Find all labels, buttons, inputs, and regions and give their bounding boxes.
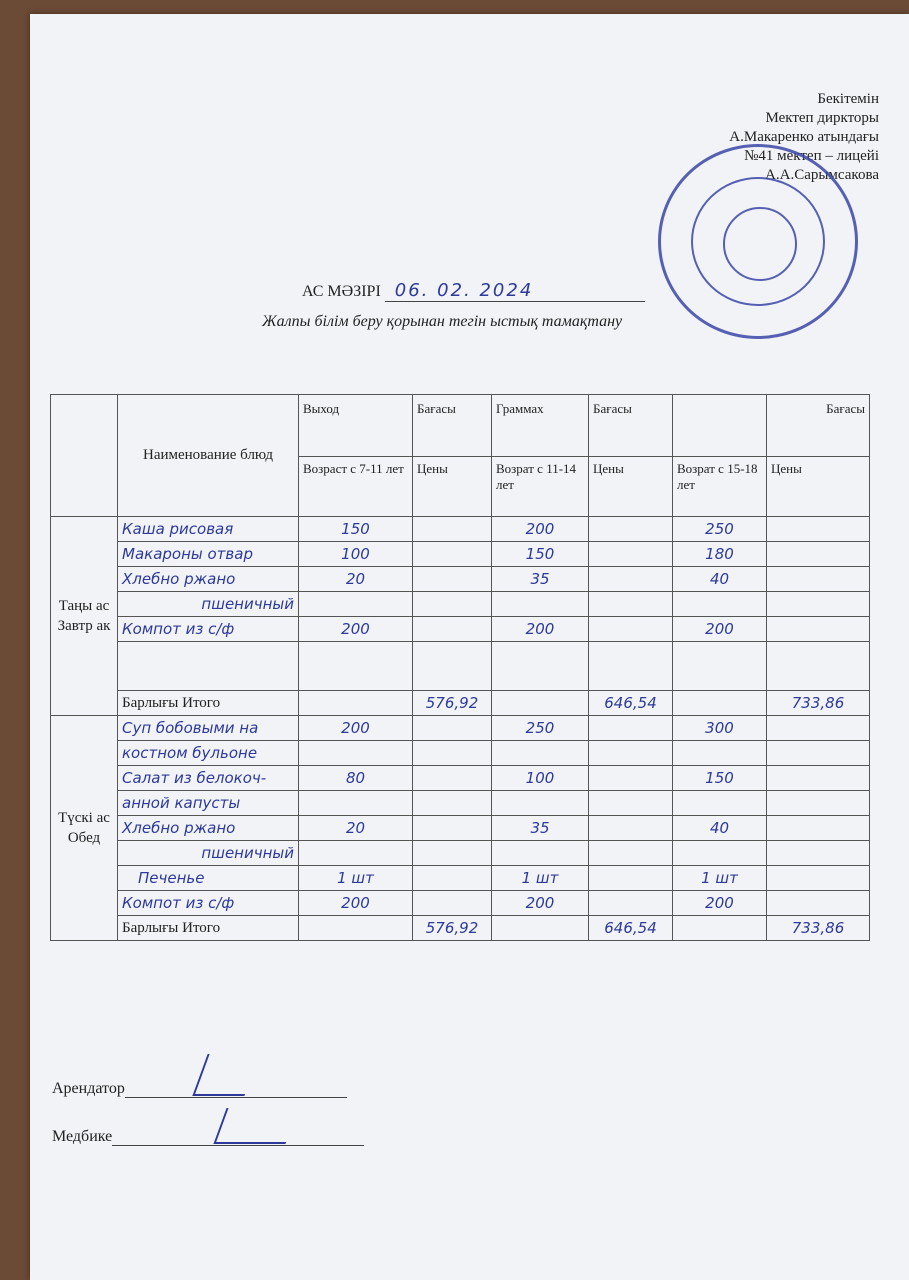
portion-cell	[492, 791, 589, 816]
dish-name: Салат из белокоч-	[118, 766, 299, 791]
price-cell	[767, 592, 870, 617]
table-row	[51, 716, 870, 741]
portion-11-14: 150	[492, 542, 589, 567]
price-cell	[767, 542, 870, 567]
portion-cell	[492, 841, 589, 866]
subheader-col: Возрат с 11-14 лет	[492, 457, 589, 517]
table-row	[51, 866, 870, 891]
portion-11-14: 35	[492, 816, 589, 841]
portion-7-11: 20	[299, 567, 413, 592]
tenant-label: Арендатор	[52, 1080, 125, 1097]
dish-name	[118, 642, 299, 691]
portion-7-11: 20	[299, 816, 413, 841]
portion-15-18: 200	[673, 617, 767, 642]
approval-line: Бекітемін	[817, 91, 879, 107]
table-row	[51, 542, 870, 567]
portion-7-11: 200	[299, 716, 413, 741]
portion-11-14: 250	[492, 716, 589, 741]
price-cell	[767, 866, 870, 891]
price-cell	[589, 567, 673, 592]
portion-7-11: 100	[299, 542, 413, 567]
price-cell	[589, 841, 673, 866]
portion-11-14: 200	[492, 517, 589, 542]
subheader-col: Возрат с 15-18 лет	[673, 457, 767, 517]
portion-cell	[492, 916, 589, 941]
price-cell	[589, 766, 673, 791]
total-price-15-18: 733,86	[767, 916, 870, 941]
subheader-col: Цены	[767, 457, 870, 517]
price-cell	[589, 542, 673, 567]
portion-cell	[673, 741, 767, 766]
nurse-signature-icon	[213, 1108, 298, 1144]
price-cell	[589, 517, 673, 542]
price-cell	[767, 567, 870, 592]
meal-lunch: Түскі ас Обед	[51, 716, 118, 941]
dish-name: Суп бобовыми на	[118, 716, 299, 741]
official-stamp	[658, 144, 858, 339]
portion-cell	[492, 741, 589, 766]
header-col: Граммах	[492, 395, 589, 457]
portion-cell	[299, 791, 413, 816]
portion-cell	[299, 691, 413, 716]
total-label: Барлығы Итого	[118, 916, 299, 941]
portion-15-18: 40	[673, 567, 767, 592]
portion-11-14: 200	[492, 891, 589, 916]
table-row	[51, 642, 870, 691]
portion-7-11: 1 шт	[299, 866, 413, 891]
price-cell	[413, 791, 492, 816]
price-cell	[767, 891, 870, 916]
header-col: Бағасы	[413, 395, 492, 457]
dish-name: Печенье	[118, 866, 299, 891]
price-cell	[413, 766, 492, 791]
portion-cell	[492, 592, 589, 617]
portion-11-14: 1 шт	[492, 866, 589, 891]
price-cell	[413, 866, 492, 891]
dish-name: анной капусты	[118, 791, 299, 816]
portion-15-18: 180	[673, 542, 767, 567]
approval-line: Мектеп дирктоpы	[765, 110, 879, 126]
nurse-label: Медбике	[52, 1128, 113, 1145]
header-col: Выход	[299, 395, 413, 457]
emblem-icon	[723, 207, 797, 281]
portion-7-11: 200	[299, 617, 413, 642]
portion-15-18: 250	[673, 517, 767, 542]
portion-cell	[673, 691, 767, 716]
table-row	[51, 891, 870, 916]
table-row	[51, 517, 870, 542]
table-row	[51, 816, 870, 841]
subheader-col: Цены	[413, 457, 492, 517]
portion-cell	[299, 741, 413, 766]
portion-7-11: 200	[299, 891, 413, 916]
portion-cell	[299, 841, 413, 866]
meal-breakfast: Таңы ас Завтр ак	[51, 517, 118, 716]
portion-cell	[299, 916, 413, 941]
total-label: Барлығы Итого	[118, 691, 299, 716]
portion-15-18: 300	[673, 716, 767, 741]
price-cell	[413, 716, 492, 741]
price-cell	[767, 617, 870, 642]
price-cell	[589, 816, 673, 841]
menu-title-label: АС МӘЗІРІ	[302, 283, 381, 300]
price-cell	[413, 642, 492, 691]
header-name: Наименование блюд	[118, 395, 299, 517]
portion-15-18: 150	[673, 766, 767, 791]
price-cell	[767, 517, 870, 542]
header-col	[673, 395, 767, 457]
price-cell	[413, 567, 492, 592]
total-price-7-11: 576,92	[413, 916, 492, 941]
portion-7-11: 150	[299, 517, 413, 542]
price-cell	[767, 791, 870, 816]
portion-15-18: 1 шт	[673, 866, 767, 891]
subheader-col: Цены	[589, 457, 673, 517]
approval-line: А.А.Сарымсакова	[765, 167, 879, 183]
portion-cell	[673, 841, 767, 866]
portion-cell	[673, 916, 767, 941]
menu-title	[302, 280, 645, 302]
total-price-11-14: 646,54	[589, 691, 673, 716]
portion-7-11: 80	[299, 766, 413, 791]
dish-name: Хлебно ржано	[118, 816, 299, 841]
dish-name: пшеничный	[118, 841, 299, 866]
header-col: Бағасы	[589, 395, 673, 457]
menu-table	[50, 394, 870, 941]
table-row	[51, 841, 870, 866]
price-cell	[413, 891, 492, 916]
price-cell	[589, 617, 673, 642]
price-cell	[413, 841, 492, 866]
approval-line: №41 мектеп – лицейі	[744, 148, 879, 164]
price-cell	[413, 542, 492, 567]
table-row	[51, 741, 870, 766]
price-cell	[589, 716, 673, 741]
dish-name: костном бульоне	[118, 741, 299, 766]
portion-cell	[492, 691, 589, 716]
table-row	[51, 766, 870, 791]
header-col: Бағасы	[767, 395, 870, 457]
price-cell	[413, 517, 492, 542]
price-cell	[767, 766, 870, 791]
price-cell	[589, 592, 673, 617]
portion-cell	[673, 592, 767, 617]
portion-15-18: 40	[673, 816, 767, 841]
dish-name: Компот из с/ф	[118, 891, 299, 916]
menu-subtitle: Жалпы білім беру қорынан тегін ыстық тамақтану	[262, 313, 623, 330]
document-page	[30, 14, 909, 1280]
portion-cell	[673, 642, 767, 691]
price-cell	[767, 642, 870, 691]
portion-11-14: 35	[492, 567, 589, 592]
price-cell	[413, 617, 492, 642]
price-cell	[413, 592, 492, 617]
header-row	[51, 395, 870, 457]
portion-11-14: 100	[492, 766, 589, 791]
table-row	[51, 567, 870, 592]
table-row	[51, 617, 870, 642]
nurse-signature-line	[52, 1128, 364, 1146]
price-cell	[767, 816, 870, 841]
price-cell	[589, 741, 673, 766]
portion-cell	[299, 592, 413, 617]
price-cell	[589, 791, 673, 816]
total-price-11-14: 646,54	[589, 916, 673, 941]
portion-cell	[492, 642, 589, 691]
menu-date: 06. 02. 2024	[385, 280, 645, 302]
price-cell	[589, 642, 673, 691]
portion-15-18: 200	[673, 891, 767, 916]
price-cell	[767, 741, 870, 766]
dish-name: пшеничный	[118, 592, 299, 617]
total-price-15-18: 733,86	[767, 691, 870, 716]
portion-cell	[673, 791, 767, 816]
price-cell	[589, 866, 673, 891]
portion-11-14: 200	[492, 617, 589, 642]
price-cell	[767, 716, 870, 741]
dish-name: Макароны отвар	[118, 542, 299, 567]
table-row	[51, 791, 870, 816]
price-cell	[413, 816, 492, 841]
price-cell	[767, 841, 870, 866]
dish-name: Каша рисовая	[118, 517, 299, 542]
table-row	[51, 592, 870, 617]
price-cell	[413, 741, 492, 766]
subheader-col: Возраст с 7-11 лет	[299, 457, 413, 517]
total-row	[51, 916, 870, 941]
total-price-7-11: 576,92	[413, 691, 492, 716]
dish-name: Хлебно ржано	[118, 567, 299, 592]
portion-cell	[299, 642, 413, 691]
price-cell	[589, 891, 673, 916]
dish-name: Компот из с/ф	[118, 617, 299, 642]
approval-line: А.Макаренко атындағы	[729, 129, 879, 145]
corner-cell	[51, 395, 118, 517]
total-row	[51, 691, 870, 716]
